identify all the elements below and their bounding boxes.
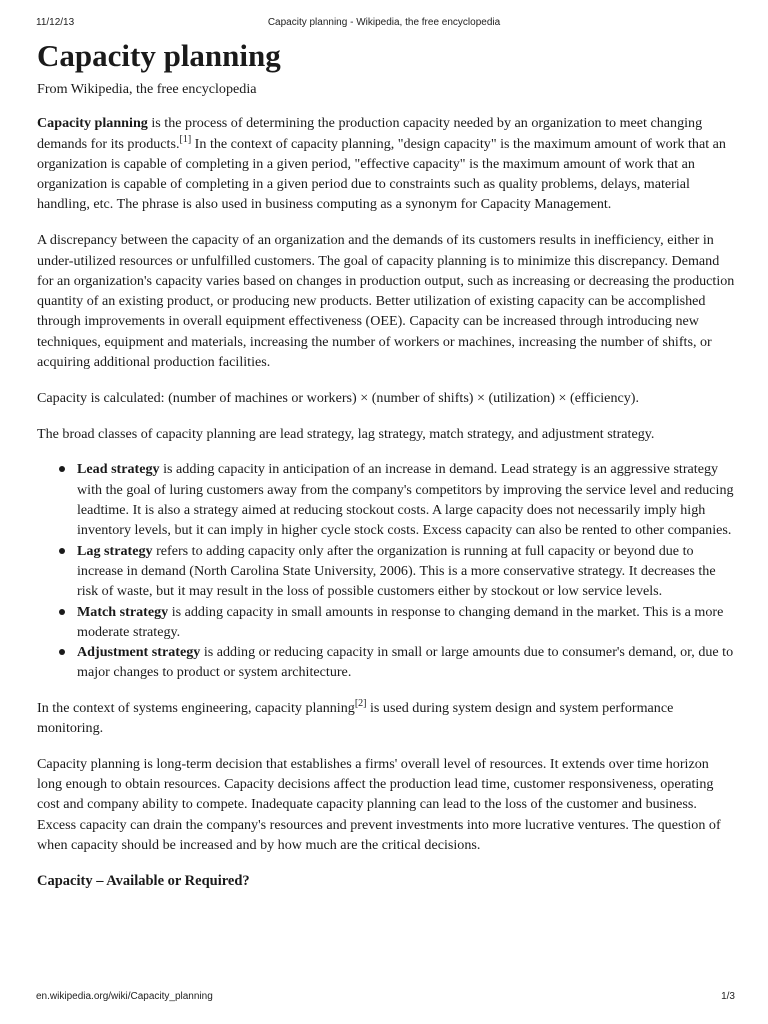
bullet-icon [59, 548, 65, 554]
strategy-term: Match strategy [77, 603, 169, 620]
systems-text-b: is used during system design and system performance monitoring. [37, 699, 674, 737]
formula-paragraph: Capacity is calculated: (number of machines or workers) × (number of shifts) × (utilization) × (efficiency). [37, 389, 640, 406]
print-page-number: 1/3 [721, 991, 735, 1002]
reference-2-link[interactable]: [2] [354, 697, 367, 709]
intro-text-a: is the process of determining the production capacity needed by an organization to meet changing demands for its products. [37, 115, 703, 152]
classes-paragraph: The broad classes of capacity planning are lead strategy, lag strategy, match strategy, and adjustment strategy. [37, 425, 655, 442]
systems-paragraph [37, 698, 737, 739]
print-footer [0, 991, 768, 1007]
bullet-icon [59, 649, 65, 655]
list-item-adjustment-strategy [77, 642, 737, 683]
strategy-text: is adding capacity in small amounts in response to changing demand in the market. This is a more moderate strategy. [77, 603, 724, 640]
longterm-paragraph: Capacity planning is long-term decision that establishes a firms' overall level of resources. It extends over time horizon long enough to obtain resources. Capacity decisions affect the production lead time, customer responsiveness, operating cost and company ability to compete. Inadequate capacity planning can lead to the loss of the customer and business. Excess capacity can drain the company's resources and prevent investments into more lucrative ventures. The question of when capacity should be increased and by how much are the critical decisions. [37, 755, 721, 853]
strategy-text: refers to adding capacity only after the organization is running at full capacity or beyond due to increase in demand (North Carolina State University, 2006). This is a more conservative strategy. It decreases the risk of waste, but it may result in the loss of possible customers either by stockout or low service levels. [77, 542, 716, 600]
strategy-term: Lag strategy [77, 542, 153, 559]
bullet-icon [59, 609, 65, 615]
article-title: Capacity planning [37, 38, 281, 73]
strategy-term: Adjustment strategy [77, 644, 201, 661]
print-date: 11/12/13 [36, 17, 75, 28]
article-content [37, 38, 737, 891]
intro-term: Capacity planning [37, 115, 148, 132]
strategy-text: is adding or reducing capacity in small or large amounts due to consumer's demand, or, due to major changes to product or system architecture. [77, 644, 734, 681]
bullet-icon [59, 466, 65, 472]
discrepancy-paragraph: A discrepancy between the capacity of an organization and the demands of its customers results in inefficiency, either in under-utilized resources or unfulfilled customers. The goal of capacity planning is to minimize this discrepancy. Demand for an organization's capacity varies based on changes in production output, such as increasing or decreasing the production quantity of an existing product, or producing new products. Better utilization of existing capacity can be accomplished through improvements in overall equipment effectiveness (OEE). Capacity can be increased through introducing new techniques, equipment and materials, increasing the number of workers or machines, increasing the number of shifts, or acquiring additional production facilities. [37, 232, 735, 371]
list-item-lag-strategy [77, 541, 737, 602]
systems-text-a: In the context of systems engineering, capacity planning [37, 699, 355, 716]
strategy-text: is adding capacity in anticipation of an increase in demand. Lead strategy is an aggressive strategy with the goal of luring customers away from the company's competitors by improving the service level and reducing leadtime. It is also a strategy aimed at reducing stockout costs. A large capacity does not necessarily imply high inventory levels, but it can imply in higher cycle stock costs. Excess capacity can also be rented to other companies. [77, 461, 734, 539]
intro-paragraph [37, 113, 737, 214]
article-tagline: From Wikipedia, the free encyclopedia [37, 81, 257, 97]
print-header [0, 17, 768, 33]
strategy-list [37, 459, 737, 682]
print-page-title: Capacity planning - Wikipedia, the free encyclopedia [267, 17, 501, 28]
reference-1-link[interactable]: [1] [179, 133, 192, 145]
print-url: en.wikipedia.org/wiki/Capacity_planning [36, 991, 213, 1002]
intro-text-b: In the context of capacity planning, "design capacity" is the maximum amount of work that an organization is capable of completing in a given period, "effective capacity" is the maximum amount of work that an organization is capable of completing in a given period due to constraints such as quality problems, delays, material handling, etc. The phrase is also used in business computing as a synonym for Capacity Management. [37, 135, 726, 213]
strategy-term: Lead strategy [77, 461, 160, 478]
section-heading: Capacity – Available or Required? [37, 872, 250, 889]
list-item-lead-strategy [77, 459, 737, 540]
list-item-match-strategy [77, 602, 737, 643]
